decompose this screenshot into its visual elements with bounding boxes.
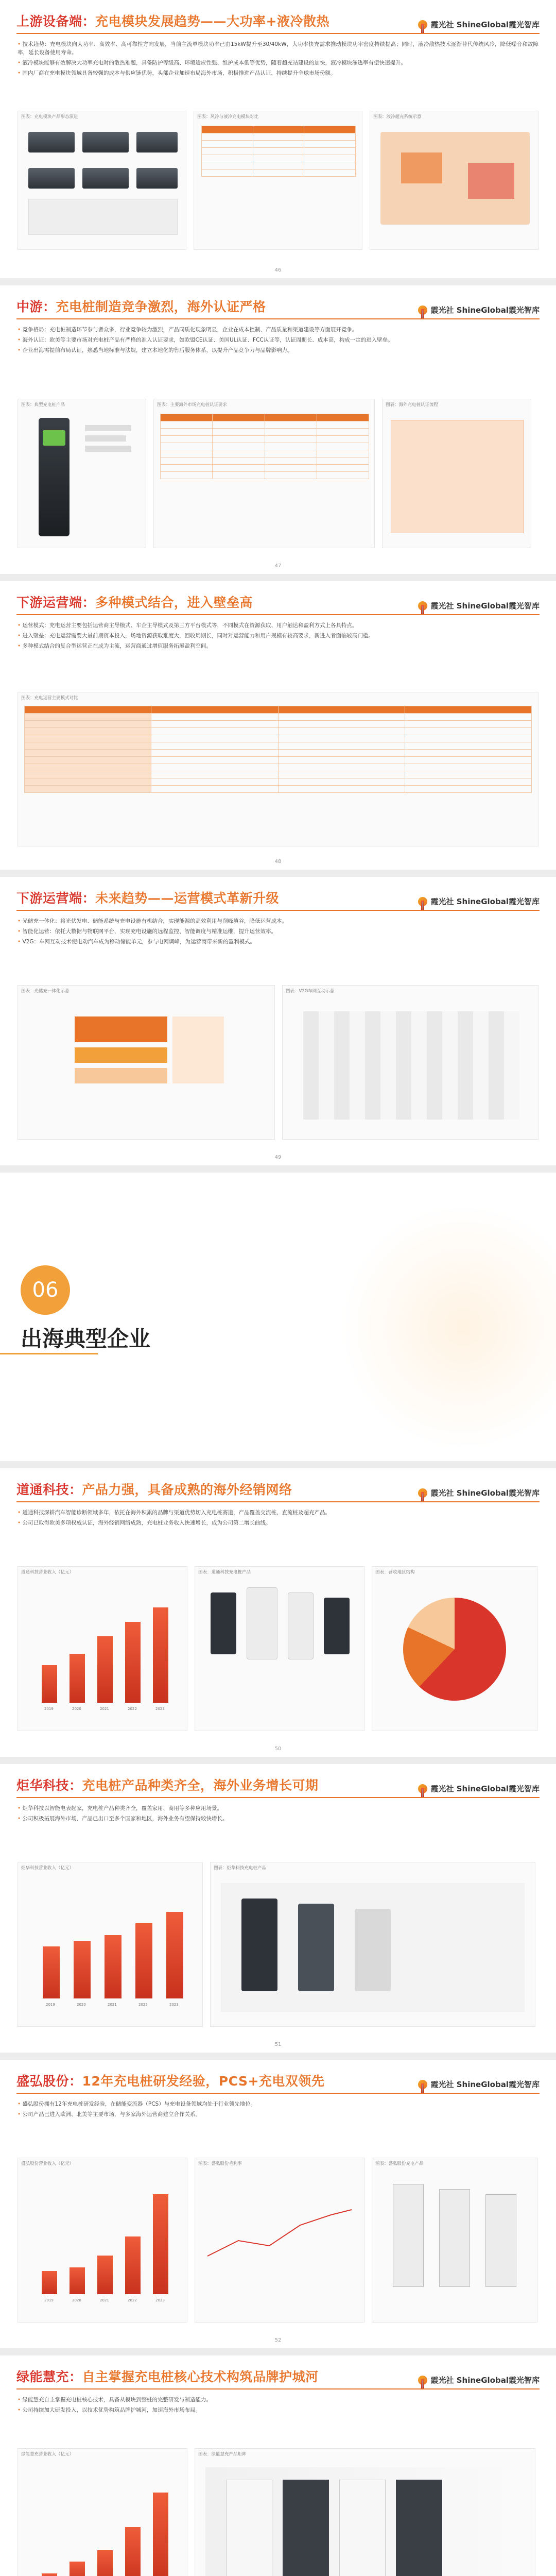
tick-label: 2022	[128, 1707, 137, 1711]
bar-2019	[43, 1946, 60, 1998]
bar-2023	[153, 2194, 168, 2294]
bar-chart	[36, 2179, 175, 2302]
figure-certification-flow: 图表：海外充电桩认证流程	[382, 399, 531, 548]
figure-products: 图表：绿能慧充产品矩阵	[195, 2448, 535, 2576]
figure-v2g: 图表：V2G车网互动示意	[282, 985, 538, 1140]
margin-trend-line	[202, 2179, 357, 2302]
page-body	[18, 40, 538, 79]
page-title: 盛弘股份：12年充电桩研发经验，PCS+充电双领先	[16, 2074, 325, 2089]
brand-logo: 霞光社 ShineGlobal | 霞光智库	[418, 19, 540, 30]
paragraph: • 公司已取得欧美多项权威认证，海外经销网络成熟，充电桩业务收入快速增长，成为公司第二增长曲线。	[18, 1519, 538, 1527]
bar-2020	[70, 2562, 85, 2576]
tick-label: 2020	[72, 2298, 81, 2302]
bar-2023	[166, 1912, 183, 1998]
report-page	[0, 877, 556, 1165]
figure-revenue-regions: 图表：营收地区结构	[372, 1566, 537, 1731]
figure-products: 图表：炬华科技充电桩产品	[210, 1862, 535, 2027]
figure-row	[18, 985, 538, 1140]
paragraph: • 液冷模块能够有效解决大功率充电时的散热难题，具备防护等级高、环境适应性强、维护成本低等优势，随着超充站建设的加快，液冷模块渗透率有望快速提升。	[18, 59, 538, 67]
paragraph: • 企业出海需提前布局认证，熟悉当地标准与法规，建立本地化的售后服务体系，以提升产品竞争力与品牌影响力。	[18, 346, 538, 354]
tick-label: 2019	[44, 1707, 54, 1711]
section-number: 06	[21, 1265, 70, 1315]
tick-label: 2021	[100, 2298, 109, 2302]
bar-2019	[42, 2573, 57, 2576]
page-body	[18, 917, 538, 948]
bar-2021	[105, 1935, 121, 1998]
page-header	[16, 890, 540, 911]
bar-2022	[135, 1923, 152, 1998]
page-body	[18, 1509, 538, 1529]
figure-operation-modes: 图表：充电运营主要模式对比	[18, 692, 538, 846]
figure-products: 图表：道通科技充电桩产品	[195, 1566, 364, 1731]
report-page	[0, 1764, 556, 2053]
brand-logo: 霞光社 ShineGlobal | 霞光智库	[418, 2079, 540, 2090]
paragraph: • 智能化运营：依托大数据与物联网平台，实现充电设施的远程监控、智能调度与精准运维，提升运营效率。	[18, 927, 538, 936]
chart-title: 盛弘股份营业收入（亿元）	[21, 2161, 74, 2166]
chart-title: 道通科技营业收入（亿元）	[21, 1570, 74, 1575]
tick-label: 2023	[155, 1707, 165, 1711]
paragraph: • 道通科技深耕汽车智能诊断领域多年，依托在海外积累的品牌与渠道优势切入充电桩赛道，产品覆盖交流桩、直流桩及超充产品。	[18, 1509, 538, 1517]
page-number: 50	[274, 1746, 282, 1752]
paragraph: • V2G：车网互动技术使电动汽车成为移动储能单元，参与电网调峰，为运营商带来新的盈利模式。	[18, 938, 538, 946]
section-cover	[0, 1173, 556, 1461]
paragraph: • 国内厂商在充电模块领域具备较强的成本与供应链优势，头部企业加速布局海外市场，积极推进产品认证，持续提升全球市场份额。	[18, 69, 538, 77]
page-title: 上游设备端：充电模块发展趋势——大功率+液冷散热	[16, 14, 329, 29]
tick-label: 2022	[128, 2298, 137, 2302]
brand-logo: 霞光社 ShineGlobal | 霞光智库	[418, 2375, 540, 2385]
bar-2021	[97, 2550, 113, 2576]
page-title: 中游：充电桩制造竞争激烈，海外认证严格	[16, 299, 266, 314]
tick-label: 2021	[108, 2003, 117, 2007]
tick-label: 2022	[138, 2003, 148, 2007]
revenue-chart	[18, 1862, 203, 2027]
page-title: 道通科技：产品力强，具备成熟的海外经销网络	[16, 1482, 292, 1497]
report-page	[0, 1468, 556, 1757]
paragraph: • 光储充一体化：将光伏发电、储能系统与充电设施有机结合，实现能源的高效利用与削峰填谷，降低运营成本。	[18, 917, 538, 925]
bar-chart	[36, 2469, 175, 2576]
page-title: 绿能慧充：自主掌握充电桩核心技术构筑品牌护城河	[16, 2369, 319, 2384]
bar-2022	[125, 1622, 141, 1703]
page-body	[18, 326, 538, 357]
bar-2021	[97, 1636, 113, 1703]
report-page	[0, 2355, 556, 2576]
tick-label: 2021	[100, 1707, 109, 1711]
brand-logo: 霞光社 ShineGlobal | 霞光智库	[418, 896, 540, 907]
page-header	[16, 13, 540, 34]
figure-row	[18, 2448, 538, 2576]
page-number: 48	[274, 859, 282, 865]
tick-label: 2023	[169, 2003, 179, 2007]
page-number: 51	[274, 2042, 282, 2047]
paragraph: • 运营模式：充电运营主要包括运营商主导模式、车企主导模式及第三方平台模式等，不同模式在资源获取、用户触达和盈利方式上各具特点。	[18, 621, 538, 630]
page-title: 炬华科技：充电桩产品种类齐全，海外业务增长可期	[16, 1778, 319, 1793]
paragraph: • 炬华科技以智能电表起家，充电桩产品种类齐全，覆盖家用、商用等多种应用场景。	[18, 1804, 538, 1812]
bar-2021	[97, 2256, 113, 2294]
bar-chart	[36, 1883, 190, 2007]
page-header	[16, 595, 540, 615]
bar-2022	[125, 2527, 141, 2576]
figure-modules: 图表：充电模块产品形态演进	[18, 111, 186, 250]
bar-2019	[42, 2271, 57, 2294]
bar-2020	[74, 1941, 91, 1998]
paragraph: • 公司持续加大研发投入，以技术优势构筑品牌护城河，加速海外市场布局。	[18, 2406, 538, 2414]
page-header	[16, 1482, 540, 1502]
paragraph: • 竞争格局：充电桩制造环节参与者众多，行业竞争较为激烈，产品同质化现象明显，企业在成本控制、产品质量和渠道建设等方面展开竞争。	[18, 326, 538, 334]
section-title: 出海典型企业	[21, 1326, 151, 1351]
brand-logo: 霞光社 ShineGlobal | 霞光智库	[418, 600, 540, 611]
page-title: 下游运营端：未来趋势——运营模式革新升级	[16, 891, 280, 906]
page-number: 46	[274, 267, 282, 273]
figure-row	[18, 2158, 538, 2323]
bar-2022	[125, 2236, 141, 2294]
chart-title: 绿能慧充营业收入（亿元）	[21, 2452, 74, 2457]
tick-label: 2019	[46, 2003, 55, 2007]
divider	[0, 1353, 98, 1354]
figure-row	[18, 399, 538, 548]
page-body	[18, 621, 538, 652]
figure-row	[18, 111, 538, 250]
brand-logo: 霞光社 ShineGlobal | 霞光智库	[418, 1783, 540, 1794]
tick-label: 2020	[77, 2003, 86, 2007]
page-body	[18, 2396, 538, 2416]
report-page	[0, 0, 556, 278]
paragraph: • 技术趋势：充电模块向大功率、高效率、高可靠性方向发展，当前主流单模块功率已由15kW提升至30/40kW，大功率快充需求推动模块功率密度持续提高；同时，液冷散热技术逐渐替代传统风冷，降低噪音和故障率，延长设备使用寿命。	[18, 40, 538, 57]
paragraph: • 海外认证：欧美等主要市场对充电桩产品有严格的准入认证要求，如欧盟CE认证、美国UL认证、FCC认证等，认证周期长、成本高，构成一定的进入壁垒。	[18, 336, 538, 344]
bar-chart	[36, 1587, 175, 1711]
figure-comparison: 图表：风冷与液冷充电模块对比	[194, 111, 362, 250]
brand-logo: 霞光社 ShineGlobal | 霞光智库	[418, 304, 540, 315]
paragraph: • 盛弘股份拥有12年充电桩研发经验，在储能变流器（PCS）与充电设备领域均处于行业领先地位。	[18, 2100, 538, 2108]
page-header	[16, 1777, 540, 1798]
tick-label: 2023	[155, 2298, 165, 2302]
page-number: 52	[274, 2337, 282, 2343]
figure-products: 图表：盛弘股份充电产品	[372, 2158, 537, 2323]
bar-2019	[42, 1665, 57, 1703]
figure-pv-storage-charging: 图表：光储充一体化示意	[18, 985, 275, 1140]
page-header	[16, 2073, 540, 2094]
paragraph: • 公司产品已进入欧洲、北美等主要市场，与多家海外运营商建立合作关系。	[18, 2110, 538, 2119]
report-page	[0, 285, 556, 574]
figure-row	[18, 1566, 538, 1731]
bar-2023	[153, 2493, 168, 2576]
revenue-chart	[18, 1566, 187, 1731]
page-title: 下游运营端：多种模式结合，进入壁垒高	[16, 595, 253, 610]
tick-label: 2020	[72, 1707, 81, 1711]
paragraph: • 多种模式结合的复合型运营正在成为主流，运营商通过增值服务拓展盈利空间。	[18, 642, 538, 650]
paragraph: • 进入壁垒：充电运营需要大量前期资本投入，场地资源获取难度大，回收周期长，同时对运营能力和用户规模有较高要求，新进入者面临较高门槛。	[18, 632, 538, 640]
bar-2020	[70, 2267, 85, 2294]
page-number: 49	[274, 1155, 282, 1160]
page-header	[16, 299, 540, 319]
figure-row	[18, 1862, 538, 2027]
report-page	[0, 2060, 556, 2348]
bar-2020	[70, 1654, 85, 1703]
figure-liquid-cooling: 图表：液冷超充系统示意	[370, 111, 538, 250]
paragraph: • 绿能慧充自主掌握充电桩核心技术，具备从模块到整桩的完整研发与制造能力。	[18, 2396, 538, 2404]
report-page	[0, 581, 556, 870]
bar-2023	[153, 1607, 168, 1703]
figure-charger: 图表：典型充电桩产品	[18, 399, 146, 548]
page-body	[18, 2100, 538, 2121]
chart-title: 炬华科技营业收入（亿元）	[21, 1866, 74, 1871]
page-number: 47	[274, 563, 282, 569]
revenue-chart	[18, 2158, 187, 2323]
page-body	[18, 1804, 538, 1825]
figure-certification-table: 图表：主要海外市场充电桩认证要求	[153, 399, 375, 548]
page-header	[16, 2369, 540, 2389]
brand-logo: 霞光社 ShineGlobal | 霞光智库	[418, 1487, 540, 1498]
cover-decoration	[340, 1204, 556, 1451]
paragraph: • 公司积极拓展海外市场，产品已出口至多个国家和地区，海外业务有望保持较快增长。	[18, 1815, 538, 1823]
tick-label: 2019	[44, 2298, 54, 2302]
figure-margin: 图表：盛弘股份毛利率	[195, 2158, 364, 2323]
revenue-chart	[18, 2448, 187, 2576]
